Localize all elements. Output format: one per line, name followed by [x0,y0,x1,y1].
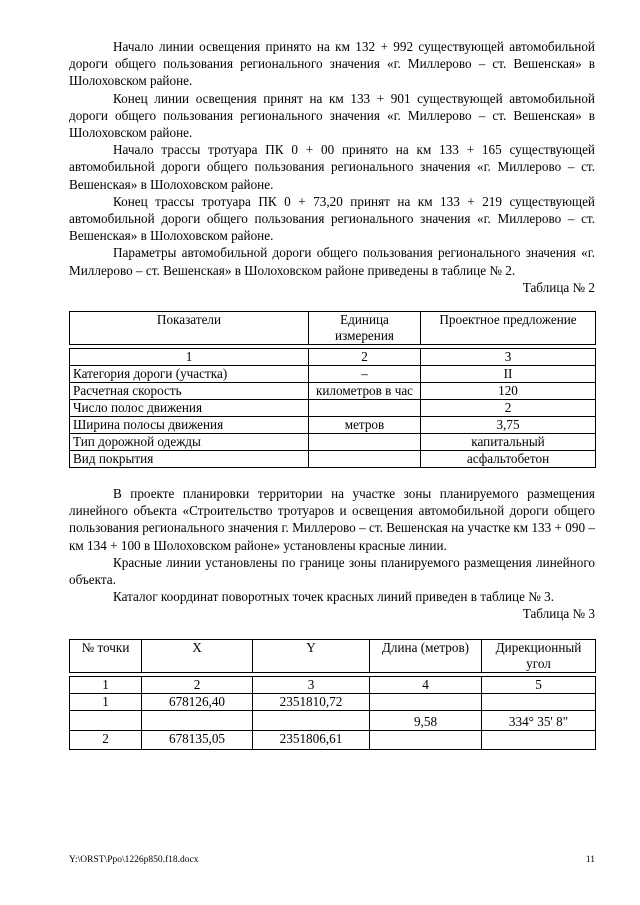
table-row [70,400,596,417]
table-cell: II [421,366,596,383]
column-number: 1 [70,349,309,366]
paragraph: Конец линии освещения принят на км 133 + 901 существующей автомобильной дороги общего пользования регионального значения «г. Миллерово – ст. Вешенская» в Шолоховском районе. [69,90,595,141]
length [370,730,482,749]
column-number: 2 [309,349,421,366]
header-cell: Дирекционный угол [482,639,596,672]
table-cell: 120 [421,383,596,400]
paragraph: Конец трассы тротуара ПК 0 + 73,20 принят на км 133 + 219 существующей автомобильной дороги общего пользования регионального значения «г. Миллерово – ст. Вешенская» в Шолоховском районе. [69,193,595,244]
header-cell: X [142,639,253,672]
length: 9,58 [370,710,482,730]
table-cell: – [309,366,421,383]
table-cell: метров [309,417,421,434]
table-3 [69,639,596,750]
header-cell: Единица измерения [309,312,421,345]
header-cell: Длина (метров) [370,639,482,672]
point-number [70,710,142,730]
column-number: 3 [421,349,596,366]
table-2 [69,311,596,468]
column-number: 4 [370,676,482,693]
paragraph: В проекте планировки территории на участке зоны планируемого размещения линейного объекта «Строительство тротуаров и освещения автомобильной дороги общего пользования регионального значения г. Миллерово – ст. Вешенская на участке км 133 + 090 – км 134 + 100 в Шолоховском районе» установлены красные линии. [69,486,595,553]
paragraph: Начало линии освещения принято на км 132 + 992 существующей автомобильной дороги общего пользования регионального значения «г. Миллерово – ст. Вешенская» в Шолоховском районе. [69,39,595,89]
table-row [70,710,596,730]
header-cell: № точки [70,639,142,672]
column-number: 5 [482,676,596,693]
direction-angle: 334° 35' 8" [482,710,596,730]
table-cell [309,434,421,451]
table-cell: километров в час [309,383,421,400]
table-row [70,730,596,749]
table-number-row [70,676,596,693]
point-number: 1 [70,693,142,710]
column-number: 3 [253,676,370,693]
page-footer [69,855,595,865]
header-cell: Показатели [70,312,309,345]
table-2-caption: Таблица № 2 [522,279,595,295]
coordinate-y: 2351806,61 [253,730,370,749]
coordinate-x: 678135,05 [142,730,253,749]
coordinate-y: 2351810,72 [253,693,370,710]
table-cell: Вид покрытия [70,451,309,468]
table-cell: 2 [421,400,596,417]
header-cell: Y [253,639,370,672]
table-cell: Ширина полосы движения [70,417,309,434]
coordinate-x: 678126,40 [142,693,253,710]
table-header-row [70,639,596,672]
paragraph: Параметры автомобильной дороги общего пользования регионального значения «г. Миллерово – ст. Вешенская» в Шолоховском районе приведены в таблице № 2. [69,245,595,278]
table-cell: Число полос движения [70,400,309,417]
document-page [69,38,595,750]
table-cell: Категория дороги (участка) [70,366,309,383]
table-number-row [70,349,596,366]
table-header-row [70,312,596,345]
direction-angle [482,693,596,710]
table-cell: капитальный [421,434,596,451]
table-cell: 3,75 [421,417,596,434]
table-cell: асфальтобетон [421,451,596,468]
coordinate-y [253,710,370,730]
table-row [70,366,596,383]
table-row [70,693,596,710]
paragraph: Начало трассы тротуара ПК 0 + 00 принято на км 133 + 165 существующей автомобильной дороги общего пользования регионального значения «г. Миллерово – ст. Вешенская» в Шолоховском районе. [69,142,595,192]
point-number: 2 [70,730,142,749]
paragraph: Каталог координат поворотных точек красных линий приведен в таблице № 3. [113,589,555,605]
column-number: 1 [70,676,142,693]
length [370,693,482,710]
paragraph: Красные линии установлены по границе зоны планируемого размещения линейного объекта. [69,554,595,588]
page-number: 11 [585,855,595,865]
table-cell [309,451,421,468]
column-number: 2 [142,676,253,693]
table-row [70,383,596,400]
table-cell: Тип дорожной одежды [70,434,309,451]
header-cell: Проектное предложение [421,312,596,345]
table-row [70,451,596,468]
table-3-caption: Таблица № 3 [522,606,595,622]
direction-angle [482,730,596,749]
table-row [70,417,596,434]
table-row [70,434,596,451]
file-path: Y:\ORST\Ppo\1226p850.f18.docx [69,855,199,865]
coordinate-x [142,710,253,730]
table-cell [309,400,421,417]
table-cell: Расчетная скорость [70,383,309,400]
